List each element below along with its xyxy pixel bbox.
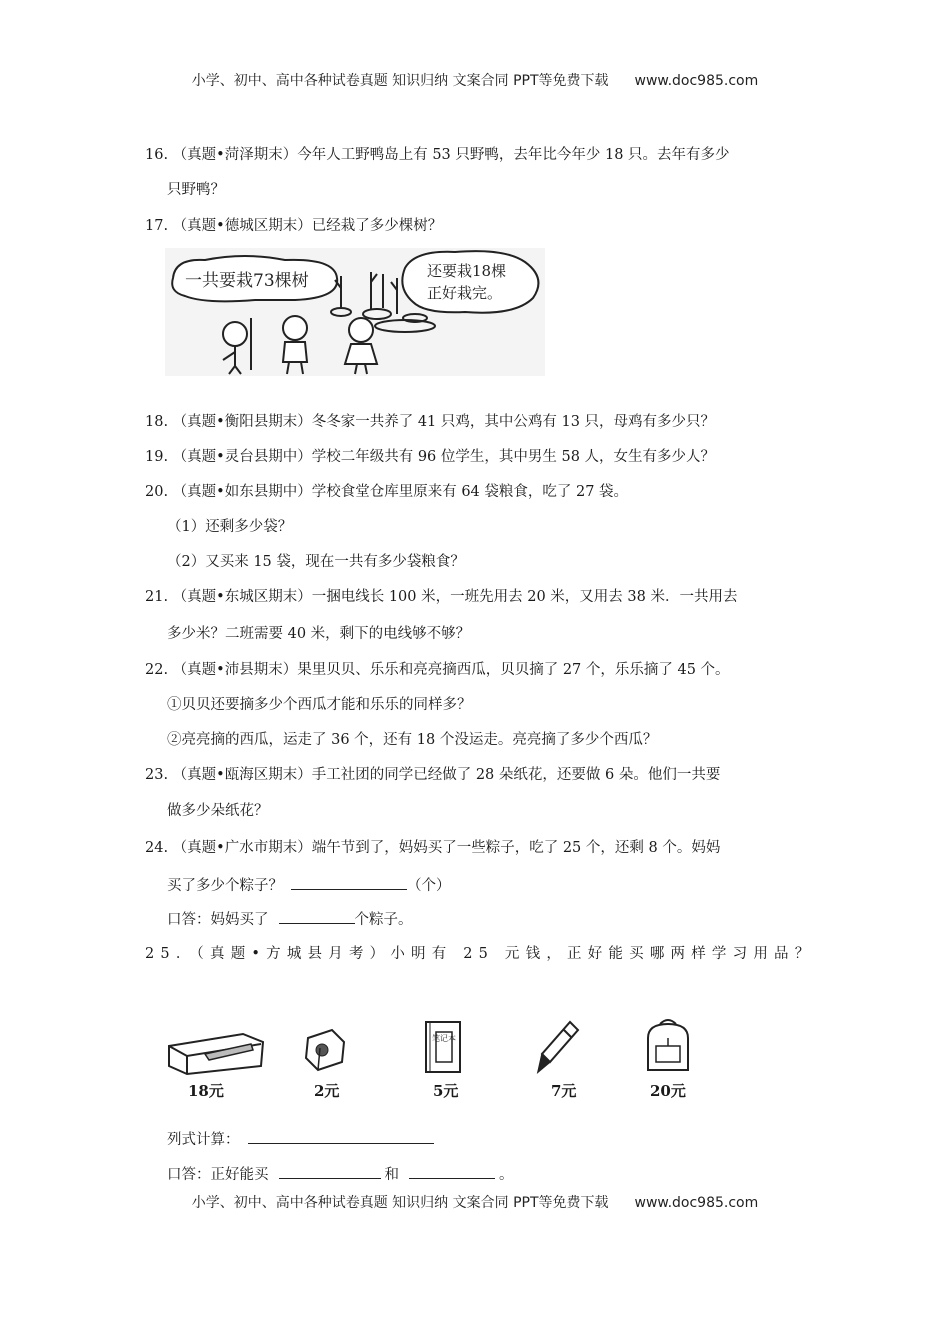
- q24-answer-post: 个粽子。: [354, 912, 413, 928]
- q19-line1: 19. （真题•灵台县期中）学校二年级共有 96 位学生，其中男生 58 人，女生有多少人？: [145, 449, 716, 465]
- q25-calc-blank[interactable]: [248, 1129, 434, 1144]
- q20-sub2: （2）又买来 15 袋，现在一共有多少袋粮食？: [167, 554, 465, 570]
- q25-answer-blank-1[interactable]: [279, 1164, 381, 1179]
- q25-calc-label: 列式计算：: [167, 1132, 240, 1148]
- footer-url[interactable]: www.doc985.com: [634, 1195, 759, 1211]
- q22-sub2: ②亮亮摘的西瓜，运走了 36 个，还有 18 个没运走。亮亮摘了多少个西瓜？: [167, 732, 658, 748]
- tree-planting-illustration: [165, 248, 545, 376]
- bubble-left-text: 一共要栽73棵树: [185, 271, 309, 291]
- bubble-right-text-2: 正好栽完。: [427, 284, 503, 302]
- item-price-2: 2元: [314, 1082, 340, 1100]
- q24-oral-blank[interactable]: [279, 909, 355, 924]
- notebook-label-text: 笔记本: [432, 1034, 456, 1043]
- q22-sub1: ①贝贝还要摘多少个西瓜才能和乐乐的同样多？: [167, 697, 472, 713]
- pen-icon: [532, 1018, 582, 1076]
- q25-calc: [167, 1129, 434, 1150]
- q21-line1: 21. （真题•东城区期末）一捆电线长 100 米，一班先用去 20 米，又用去 38 米．一共用去: [145, 589, 738, 605]
- speech-bubble-right: [402, 251, 538, 313]
- sharpener-icon: [302, 1024, 348, 1074]
- q25-answer-post: 。: [499, 1167, 514, 1183]
- q25-answer: [167, 1164, 514, 1185]
- q24-line1: 24. （真题•广水市期末）端午节到了，妈妈买了一些粽子，吃了 25 个，还剩 8 个。妈妈: [145, 840, 721, 856]
- q24-answer-blank[interactable]: [291, 875, 407, 890]
- item-price-1: 18元: [188, 1082, 224, 1100]
- bubble-right-text-1: 还要栽18棵: [427, 262, 507, 280]
- q16-line2: 只野鸭？: [167, 182, 225, 198]
- q22-line1: 22. （真题•沛县期末）果里贝贝、乐乐和亮亮摘西瓜，贝贝摘了 27 个，乐乐摘了 45 个。: [145, 662, 730, 678]
- page-footer: [0, 1192, 950, 1212]
- pencil-case-icon: [165, 1028, 265, 1076]
- page-header: [0, 70, 950, 90]
- q23-line2: 做多少朵纸花？: [167, 803, 269, 819]
- q20-line1: 20. （真题•如东县期中）学校食堂仓库里原来有 64 袋粮食，吃了 27 袋。: [145, 484, 629, 500]
- q25-answer-pre: 口答：正好能买: [167, 1167, 269, 1183]
- q17-line1: 17. （真题•德城区期末）已经栽了多少棵树？: [145, 218, 443, 234]
- q18-line1: 18. （真题•衡阳县期末）冬冬家一共养了 41 只鸡，其中公鸡有 13 只，母鸡有多少只？: [145, 414, 716, 430]
- item-price-5: 20元: [650, 1082, 686, 1100]
- q24-answer-pre: 口答：妈妈买了: [167, 912, 269, 928]
- q24-line2: [167, 875, 451, 896]
- backpack-icon: [640, 1016, 696, 1076]
- item-price-3: 5元: [433, 1082, 459, 1100]
- footer-text: 小学、初中、高中各种试卷真题 知识归纳 文案合同 PPT等免费下载: [191, 1195, 609, 1211]
- q24-line2-pre: 买了多少个粽子？: [167, 878, 283, 894]
- notebook-icon: [420, 1018, 468, 1076]
- q23-line1: 23. （真题•瓯海区期末）手工社团的同学已经做了 28 朵纸花，还要做 6 朵。他们一共要: [145, 767, 721, 783]
- q25-line1: 25．（真题•方城县月考）小明有 25 元钱，正好能买哪两样学习用品？: [145, 946, 816, 962]
- item-price-4: 7元: [551, 1082, 577, 1100]
- q25-answer-mid: 和: [384, 1167, 399, 1183]
- header-url[interactable]: www.doc985.com: [634, 73, 759, 89]
- q24-answer: [167, 909, 413, 930]
- q25-answer-blank-2[interactable]: [409, 1164, 495, 1179]
- q16-line1: 16. （真题•菏泽期末）今年人工野鸭岛上有 53 只野鸭，去年比今年少 18 只。去年有多少: [145, 147, 730, 163]
- q20-sub1: （1）还剩多少袋？: [167, 519, 293, 535]
- header-text: 小学、初中、高中各种试卷真题 知识归纳 文案合同 PPT等免费下载: [191, 73, 609, 89]
- q21-line2: 多少米？二班需要 40 米，剩下的电线够不够？: [167, 626, 471, 642]
- q24-line2-post: （个）: [407, 878, 451, 894]
